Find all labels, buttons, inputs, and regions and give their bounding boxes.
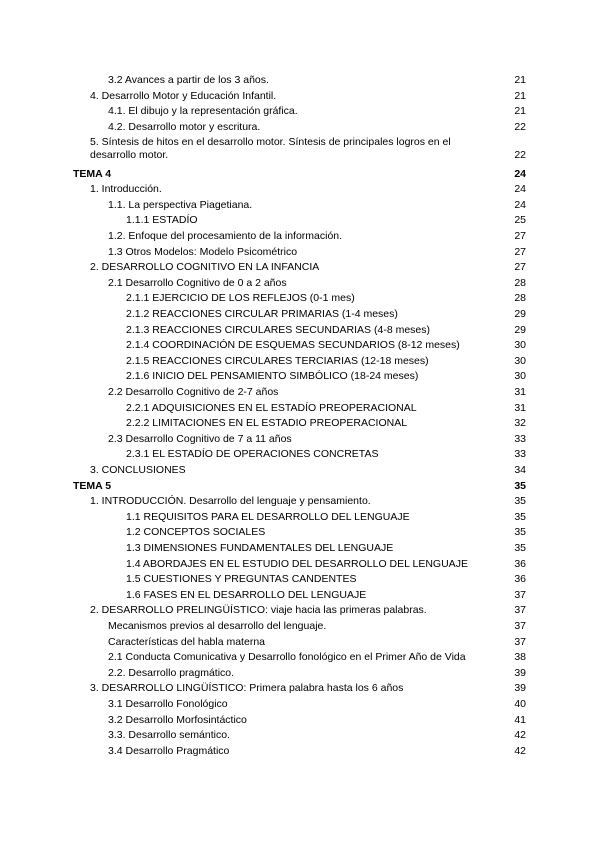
- toc-entry[interactable]: [108, 277, 526, 290]
- toc-entry-page: 31: [514, 386, 526, 398]
- toc-entry-title: 1. INTRODUCCIÓN. Desarrollo del lenguaje y pensamiento.: [90, 495, 371, 508]
- toc-entry[interactable]: [108, 121, 526, 134]
- toc-entry-title: Mecanismos previos al desarrollo del lenguaje.: [108, 620, 327, 632]
- toc-section-heading[interactable]: [73, 168, 526, 181]
- toc-entry-title: 2.1 Desarrollo Cognitivo de 0 a 2 años: [108, 276, 287, 289]
- toc-entry-title: 1.3 DIMENSIONES FUNDAMENTALES DEL LENGUAJE: [126, 542, 394, 554]
- toc-entry[interactable]: [90, 682, 526, 695]
- toc-entry-title: 1.1. La perspectiva Piagetiana.: [108, 198, 253, 211]
- toc-entry-page: 27: [514, 230, 526, 242]
- toc-entry-title: 2.1.4 COORDINACIÓN DE ESQUEMAS SECUNDARIOS (8-12 meses): [126, 339, 460, 352]
- toc-entry-page: 22: [514, 120, 526, 133]
- toc-entry[interactable]: [126, 370, 526, 383]
- toc-entry-title: 2. DESARROLLO PRELINGÜÍSTICO: viaje hacia las primeras palabras.: [90, 604, 427, 617]
- toc-entry[interactable]: [126, 402, 526, 415]
- toc-entry[interactable]: [90, 183, 526, 196]
- toc-entry-title: 3.3. Desarrollo semántico.: [108, 729, 230, 742]
- toc-entry-title: 2.2.1 ADQUISICIONES EN EL ESTADÍO PREOPERACIONAL: [126, 401, 417, 414]
- toc-entry-page: 24: [514, 167, 526, 180]
- toc-entry[interactable]: [108, 105, 526, 118]
- toc-entry[interactable]: [108, 745, 526, 758]
- toc-entry-page: 35: [514, 526, 526, 539]
- toc-entry-page: 35: [514, 495, 526, 508]
- toc-entry-page: 30: [514, 354, 526, 367]
- toc-entry-title: 3.2 Avances a partir de los 3 años.: [108, 74, 269, 86]
- toc-entry-title: 3. CONCLUSIONES: [90, 464, 186, 476]
- toc-entry-page: 32: [514, 417, 526, 430]
- toc-entry-page: 27: [514, 245, 526, 258]
- toc-entry[interactable]: [90, 495, 526, 508]
- toc-entry-page: 40: [514, 698, 526, 710]
- toc-entry[interactable]: [90, 261, 526, 274]
- toc-entry-title: 2. DESARROLLO COGNITIVO EN LA INFANCIA: [90, 261, 320, 274]
- toc-entry-page: 35: [514, 510, 526, 523]
- toc-entry-page: 34: [514, 464, 526, 476]
- toc-entry-title: 5. Síntesis de hitos en el desarrollo motor. Síntesis de principales logros en el desarrollo motor.: [90, 136, 451, 162]
- toc-entry-title: 3.2 Desarrollo Morfosintáctico: [108, 713, 247, 726]
- toc-entry-page: 28: [514, 276, 526, 289]
- toc-entry-page: 29: [514, 308, 526, 320]
- toc-entry-title: 3. DESARROLLO LINGÜÍSTICO: Primera palabra hasta los 6 años: [90, 682, 404, 695]
- toc-entry-title: 2.2 Desarrollo Cognitivo de 2-7 años: [108, 386, 279, 398]
- toc-entry-page: 36: [514, 557, 526, 570]
- toc-entry-title: 2.2. Desarrollo pragmático.: [108, 666, 235, 679]
- toc-entry[interactable]: [90, 604, 526, 617]
- toc-entry-page: 24: [514, 183, 526, 196]
- toc-entry-page: 37: [514, 604, 526, 617]
- toc-entry-title: 3.4 Desarrollo Pragmático: [108, 744, 230, 757]
- toc-entry[interactable]: [126, 511, 526, 524]
- toc-entry-title: 3.1 Desarrollo Fonológico: [108, 698, 228, 710]
- toc-entry[interactable]: [126, 589, 526, 602]
- toc-entry-title: 1.3 Otros Modelos: Modelo Psicométrico: [108, 245, 298, 258]
- toc-entry-title: 2.1.5 REACCIONES CIRCULARES TERCIARIAS (12-18 meses): [126, 354, 429, 367]
- toc-entry[interactable]: [126, 292, 526, 305]
- toc-entry[interactable]: [108, 698, 526, 711]
- toc-entry[interactable]: [108, 230, 526, 243]
- toc-entry-page: 21: [514, 89, 526, 102]
- toc-entry[interactable]: [126, 558, 526, 571]
- toc-entry-title: 2.2.2 LIMITACIONES EN EL ESTADIO PREOPERACIONAL: [126, 417, 408, 430]
- toc-entry[interactable]: [126, 324, 526, 337]
- toc-entry[interactable]: [126, 417, 526, 430]
- toc-entry-title: 1.1.1 ESTADÍO: [126, 214, 198, 227]
- toc-entry-page: 25: [514, 214, 526, 227]
- toc-entry-page: 22: [514, 149, 526, 162]
- toc-entry[interactable]: [108, 246, 526, 259]
- toc-entry-page: 35: [514, 542, 526, 554]
- toc-entry-page: 30: [514, 370, 526, 383]
- toc-entry-title: 2.3 Desarrollo Cognitivo de 7 a 11 años: [108, 432, 292, 445]
- toc-entry[interactable]: [126, 542, 526, 555]
- toc-entry[interactable]: [108, 729, 526, 742]
- toc-entry[interactable]: [90, 90, 526, 103]
- toc-entry-page: 31: [514, 401, 526, 414]
- toc-entry-page: 36: [514, 573, 526, 586]
- toc-entry-page: 42: [514, 729, 526, 742]
- toc-entry[interactable]: [108, 667, 526, 680]
- toc-entry-page: 33: [514, 432, 526, 445]
- toc-entry-title: 1.5 CUESTIONES Y PREGUNTAS CANDENTES: [126, 573, 357, 586]
- toc-entry[interactable]: [108, 620, 526, 633]
- toc-entry[interactable]: [108, 636, 526, 649]
- toc-entry-page: 38: [514, 651, 526, 664]
- toc-entry[interactable]: [126, 526, 526, 539]
- toc-entry[interactable]: [90, 136, 526, 162]
- toc-entry-page: 30: [514, 339, 526, 352]
- toc-entry-page: 21: [514, 105, 526, 118]
- toc-entry-title: 2.1.2 REACCIONES CIRCULAR PRIMARIAS (1-4 meses): [126, 308, 398, 320]
- toc-entry[interactable]: [108, 714, 526, 727]
- toc-entry[interactable]: [108, 74, 526, 87]
- toc-entry-page: 37: [514, 635, 526, 648]
- toc-entry-title: 4.2. Desarrollo motor y escritura.: [108, 120, 261, 133]
- toc-entry-title: 2.1.6 INICIO DEL PENSAMIENTO SIMBÓLICO (18-24 meses): [126, 370, 419, 383]
- toc-entry[interactable]: [126, 448, 526, 461]
- toc-entry[interactable]: [90, 464, 526, 477]
- toc-entry-page: 28: [514, 292, 526, 305]
- toc-entry-page: 39: [514, 666, 526, 679]
- toc-entry-page: 41: [514, 713, 526, 726]
- toc-entry-page: 33: [514, 448, 526, 461]
- toc-entry[interactable]: [108, 199, 526, 212]
- toc-entry-page: 29: [514, 323, 526, 336]
- toc-entry-title: 2.1 Conducta Comunicativa y Desarrollo fonológico en el Primer Año de Vida: [108, 651, 466, 664]
- toc-entry-title: Características del habla materna: [108, 635, 265, 648]
- toc-entry-title: 2.1.3 REACCIONES CIRCULARES SECUNDARIAS (4-8 meses): [126, 323, 430, 336]
- toc-entry[interactable]: [126, 355, 526, 368]
- toc-entry[interactable]: [108, 386, 526, 399]
- toc-entry-title: 1.1 REQUISITOS PARA EL DESARROLLO DEL LENGUAJE: [126, 510, 410, 523]
- toc-entry-title: 1.2 CONCEPTOS SOCIALES: [126, 526, 266, 539]
- toc-entry-title: 2.3.1 EL ESTADÍO DE OPERACIONES CONCRETAS: [126, 448, 379, 461]
- toc-entry-title: 4.1. El dibujo y la representación gráfica.: [108, 105, 298, 118]
- toc-entry-page: 21: [514, 74, 526, 86]
- toc-entry[interactable]: [126, 573, 526, 586]
- toc-entry-page: 27: [514, 261, 526, 274]
- toc-entry[interactable]: [108, 433, 526, 446]
- toc-entry-title: 1.6 FASES EN EL DESARROLLO DEL LENGUAJE: [126, 588, 367, 601]
- toc-entry-page: 37: [514, 588, 526, 601]
- toc-entry-page: 24: [514, 198, 526, 211]
- toc-entry-title: 2.1.1 EJERCICIO DE LOS REFLEJOS (0-1 mes): [126, 292, 355, 305]
- toc-entry-page: 35: [514, 479, 526, 492]
- toc-entry-page: 42: [514, 744, 526, 757]
- toc-entry-title: TEMA 4: [73, 167, 112, 180]
- toc-entry-title: 4. Desarrollo Motor y Educación Infantil.: [90, 89, 277, 102]
- toc-entry-title: TEMA 5: [73, 479, 112, 492]
- toc-entry-title: 1. Introducción.: [90, 183, 162, 196]
- toc-entry-page: 37: [514, 620, 526, 632]
- toc-entry[interactable]: [126, 214, 526, 227]
- toc-entry-page: 39: [514, 682, 526, 695]
- toc-entry[interactable]: [126, 308, 526, 321]
- toc-section-heading[interactable]: [73, 480, 526, 493]
- toc-entry[interactable]: [108, 651, 526, 664]
- toc-entry-title: 1.2. Enfoque del procesamiento de la información.: [108, 230, 343, 242]
- toc-entry-title: 1.4 ABORDAJES EN EL ESTUDIO DEL DESARROLLO DEL LENGUAJE: [126, 557, 468, 570]
- toc-entry[interactable]: [126, 339, 526, 352]
